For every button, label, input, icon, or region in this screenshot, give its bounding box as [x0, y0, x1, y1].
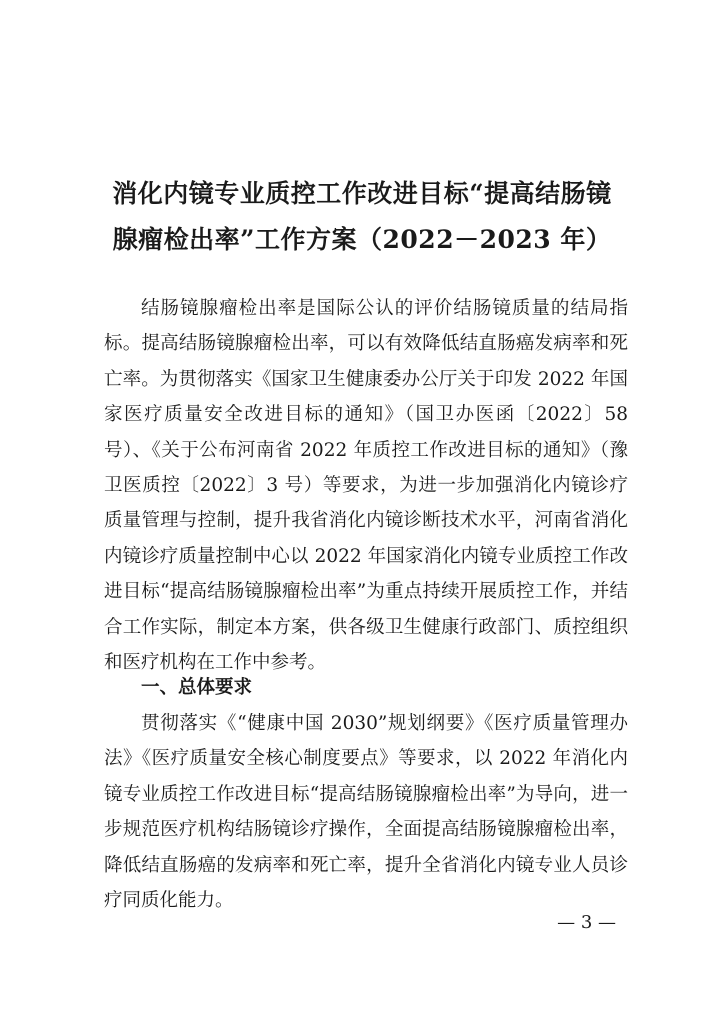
page-number: — 3 — — [557, 912, 616, 933]
intro-paragraph: 结肠镜腺瘤检出率是国际公认的评价结肠镜质量的结局指标。提高结肠镜腺瘤检出率，可以有效降低结直肠癌发病率和死亡率。为贯彻落实《国家卫生健康委办公厅关于印发 2022 年国家医疗质量安全改进目标的通知》（国卫办医函〔2022〕58 号）、《关于公布河南省 2022 年质控工作改进目标的通知》（豫卫医质控〔2022〕3 号）等要求，为进一步加强消化内镜诊疗质量管理与控制，提升我省消化内镜诊断技术水平，河南省消化内镜诊疗质量控制中心以 2022 年国家消化内镜专业质控工作改进目标“提高结肠镜腺瘤检出率”为重点持续开展质控工作，并结合工作实际，制定本方案，供各级卫生健康行政部门、质控组织和医疗机构在工作中参考。 — [104, 298, 628, 674]
section-heading-general-requirements: 一、总体要求 — [141, 677, 253, 698]
document-title-line-2: 腺瘤检出率”工作方案（2022－2023 年） — [112, 225, 612, 254]
general-requirements-paragraph: 贯彻落实《“健康中国 2030”规划纲要》《医疗质量管理办法》《医疗质量安全核心制度要点》等要求，以 2022 年消化内镜专业质控工作改进目标“提高结肠镜腺瘤检出率”为导向，进一步规范医疗机构结肠镜诊疗操作，全面提高结肠镜腺瘤检出率，降低结直肠癌的发病率和死亡率，提升全省消化内镜专业人员诊疗同质化能力。 — [104, 713, 628, 912]
document-title-line-1: 消化内镜专业质控工作改进目标“提高结肠镜 — [112, 179, 612, 208]
